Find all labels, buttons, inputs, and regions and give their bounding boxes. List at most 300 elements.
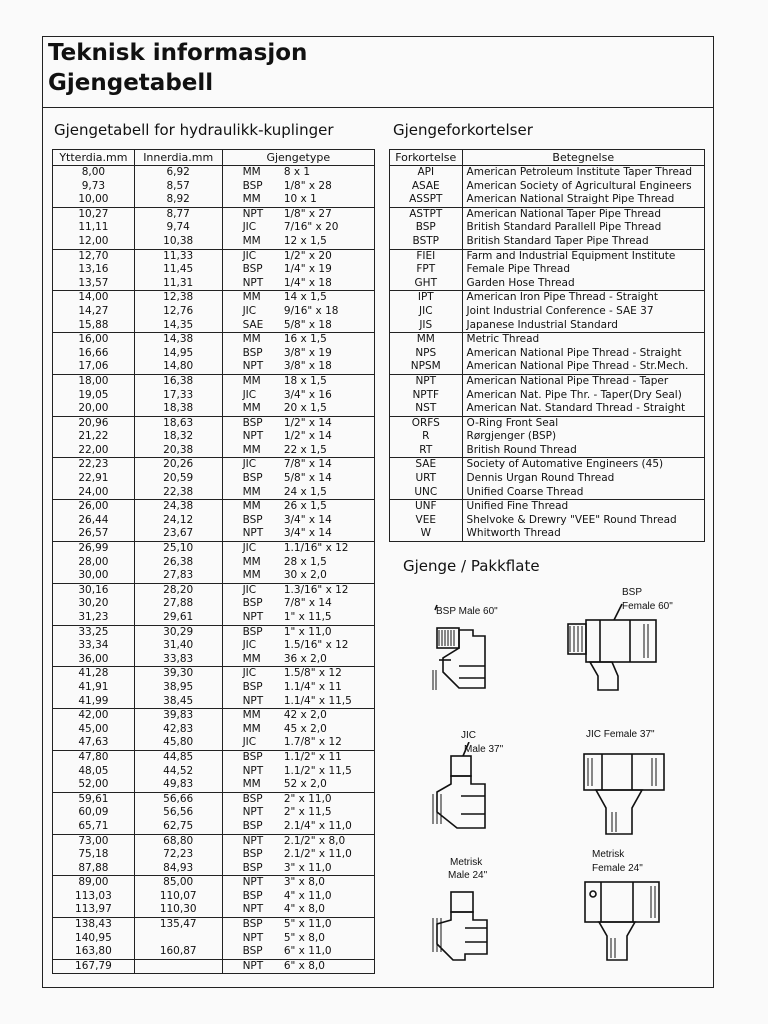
outer-dia-cell: 33,25 (53, 625, 135, 639)
metric-female-label-1: Metrisk (592, 849, 625, 860)
abbreviation-cell: BSP (390, 221, 463, 235)
thread-size-cell: 22 x 1,5 (280, 444, 375, 458)
bsp-female-label-1: BSP (622, 587, 643, 598)
thread-family-cell: NPT (222, 959, 280, 974)
thread-family-cell: NPT (222, 277, 280, 291)
table-row (53, 207, 375, 221)
abbreviation-cell: ASSPT (390, 193, 463, 207)
table-row (53, 918, 375, 932)
inner-dia-cell: 14,38 (134, 333, 222, 347)
thread-size-cell: 16 x 1,5 (280, 333, 375, 347)
thread-family-cell: MM (222, 486, 280, 500)
bsp-male-fitting-drawing (425, 600, 500, 695)
thread-size-cell: 2.1/2" x 8,0 (280, 834, 375, 848)
abbreviation-table-body (390, 166, 705, 542)
inner-dia-cell: 31,40 (134, 639, 222, 653)
abbreviation-cell: W (390, 527, 463, 541)
designation-cell: British Standard Taper Pipe Thread (462, 235, 704, 249)
inner-dia-cell: 56,56 (134, 806, 222, 820)
inner-dia-cell: 30,29 (134, 625, 222, 639)
inner-dia-cell: 24,12 (134, 514, 222, 528)
outer-dia-cell: 10,27 (53, 207, 135, 221)
outer-dia-cell: 26,00 (53, 500, 135, 514)
table-row (53, 319, 375, 333)
abbreviation-cell: SAE (390, 458, 463, 472)
thread-family-cell: BSP (222, 918, 280, 932)
outer-dia-cell: 13,57 (53, 277, 135, 291)
thread-size-cell: 6" x 11,0 (280, 945, 375, 959)
thread-table-heading: Gjengetabell for hydraulikk-kuplinger (54, 121, 334, 139)
thread-family-cell: BSP (222, 792, 280, 806)
list-item (390, 458, 705, 472)
table-row (53, 583, 375, 597)
abbreviation-table (389, 149, 705, 542)
inner-dia-cell: 160,87 (134, 945, 222, 959)
list-item (390, 305, 705, 319)
outer-dia-cell: 60,09 (53, 806, 135, 820)
outer-dia-cell: 47,63 (53, 736, 135, 750)
thread-size-cell: 36 x 2,0 (280, 653, 375, 667)
thread-size-cell: 1.5/16" x 12 (280, 639, 375, 653)
abbreviation-cell: MM (390, 333, 463, 347)
table-row (53, 736, 375, 750)
inner-dia-cell: 44,52 (134, 765, 222, 779)
abbreviation-heading: Gjengeforkortelser (393, 121, 533, 139)
outer-dia-cell: 41,91 (53, 681, 135, 695)
inner-dia-cell: 49,83 (134, 778, 222, 792)
table-row (53, 166, 375, 180)
thread-family-cell: BSP (222, 472, 280, 486)
outer-dia-cell: 20,96 (53, 416, 135, 430)
table-row (53, 890, 375, 904)
table-row (53, 639, 375, 653)
metric-male-fitting-drawing (425, 870, 500, 962)
designation-cell: Metric Thread (462, 333, 704, 347)
thread-family-cell: MM (222, 569, 280, 583)
outer-dia-cell: 14,27 (53, 305, 135, 319)
table-row (53, 932, 375, 946)
thread-family-cell: JIC (222, 667, 280, 681)
abbreviation-cell: JIS (390, 319, 463, 333)
abbreviation-cell: BSTP (390, 235, 463, 249)
thread-table-header (53, 150, 375, 166)
table-row (53, 500, 375, 514)
thread-size-cell: 5/8" x 18 (280, 319, 375, 333)
outer-dia-cell: 17,06 (53, 360, 135, 374)
thread-family-cell: NPT (222, 207, 280, 221)
outer-dia-cell: 16,66 (53, 347, 135, 361)
thread-size-cell: 26 x 1,5 (280, 500, 375, 514)
thread-size-cell: 24 x 1,5 (280, 486, 375, 500)
thread-family-cell: MM (222, 709, 280, 723)
bsp-male-label: BSP Male 60" (436, 606, 498, 617)
inner-dia-cell (134, 959, 222, 974)
inner-dia-cell: 135,47 (134, 918, 222, 932)
outer-dia-cell: 16,00 (53, 333, 135, 347)
table-row (53, 416, 375, 430)
list-item (390, 221, 705, 235)
inner-dia-cell: 8,92 (134, 193, 222, 207)
thread-family-cell: NPT (222, 876, 280, 890)
table-row (53, 472, 375, 486)
metric-male-label-2: Male 24" (448, 870, 488, 881)
outer-dia-cell: 22,91 (53, 472, 135, 486)
table-row (53, 277, 375, 291)
abbreviation-cell: URT (390, 472, 463, 486)
outer-dia-cell: 26,57 (53, 527, 135, 541)
thread-family-cell: NPT (222, 903, 280, 917)
inner-dia-cell: 29,61 (134, 611, 222, 625)
thread-size-cell: 2" x 11,5 (280, 806, 375, 820)
jic-male-label-2: Male 37" (464, 744, 504, 755)
thread-size-cell: 5" x 11,0 (280, 918, 375, 932)
table-row (53, 945, 375, 959)
designation-cell: Garden Hose Thread (462, 277, 704, 291)
table-row (53, 611, 375, 625)
inner-dia-cell: 18,38 (134, 402, 222, 416)
outer-dia-cell: 8,00 (53, 166, 135, 180)
designation-cell: American Nat. Pipe Thr. - Taper(Dry Seal) (462, 389, 704, 403)
outer-dia-cell: 18,00 (53, 374, 135, 388)
abbreviation-cell: FPT (390, 263, 463, 277)
outer-dia-cell: 20,00 (53, 402, 135, 416)
list-item (390, 166, 705, 180)
col-header-inner-dia: Innerdia.mm (134, 150, 222, 166)
outer-dia-cell: 47,80 (53, 750, 135, 764)
designation-cell: American Nat. Standard Thread - Straight (462, 402, 704, 416)
thread-family-cell: JIC (222, 221, 280, 235)
list-item (390, 180, 705, 194)
table-row (53, 834, 375, 848)
outer-dia-cell: 24,00 (53, 486, 135, 500)
list-item (390, 527, 705, 541)
abbreviation-cell: UNC (390, 486, 463, 500)
thread-family-cell: BSP (222, 890, 280, 904)
thread-family-cell: MM (222, 166, 280, 180)
inner-dia-cell: 23,67 (134, 527, 222, 541)
inner-dia-cell: 12,76 (134, 305, 222, 319)
inner-dia-cell: 110,30 (134, 903, 222, 917)
table-row (53, 458, 375, 472)
thread-size-cell: 1" x 11,0 (280, 625, 375, 639)
table-row (53, 903, 375, 917)
thread-size-cell: 1/8" x 28 (280, 180, 375, 194)
inner-dia-cell: 11,33 (134, 249, 222, 263)
outer-dia-cell: 163,80 (53, 945, 135, 959)
inner-dia-cell: 45,80 (134, 736, 222, 750)
designation-cell: Society of Automative Engineers (45) (462, 458, 704, 472)
designation-cell: American National Straight Pipe Thread (462, 193, 704, 207)
designation-cell: Japanese Industrial Standard (462, 319, 704, 333)
table-row (53, 389, 375, 403)
thread-size-cell: 4" x 11,0 (280, 890, 375, 904)
inner-dia-cell: 62,75 (134, 820, 222, 834)
thread-size-cell: 1.7/8" x 12 (280, 736, 375, 750)
thread-family-cell: NPT (222, 932, 280, 946)
inner-dia-cell: 38,45 (134, 695, 222, 709)
abbreviation-cell: NPT (390, 374, 463, 388)
table-row (53, 848, 375, 862)
outer-dia-cell: 36,00 (53, 653, 135, 667)
thread-family-cell: BSP (222, 681, 280, 695)
outer-dia-cell: 42,00 (53, 709, 135, 723)
table-row (53, 430, 375, 444)
thread-size-cell: 3" x 11,0 (280, 862, 375, 876)
table-row (53, 667, 375, 681)
thread-size-cell: 5" x 8,0 (280, 932, 375, 946)
inner-dia-cell: 24,38 (134, 500, 222, 514)
table-row (53, 486, 375, 500)
table-row (53, 542, 375, 556)
outer-dia-cell: 15,88 (53, 319, 135, 333)
inner-dia-cell: 27,88 (134, 597, 222, 611)
table-row (53, 291, 375, 305)
inner-dia-cell: 39,83 (134, 709, 222, 723)
designation-cell: American National Pipe Thread - Taper (462, 374, 704, 388)
list-item (390, 416, 705, 430)
inner-dia-cell: 11,45 (134, 263, 222, 277)
abbreviation-cell: R (390, 430, 463, 444)
list-item (390, 207, 705, 221)
thread-family-cell: NPT (222, 611, 280, 625)
thread-family-cell: MM (222, 653, 280, 667)
abbreviation-cell: ASTPT (390, 207, 463, 221)
thread-size-cell: 1.1/2" x 11 (280, 750, 375, 764)
thread-family-cell: JIC (222, 736, 280, 750)
inner-dia-cell: 39,30 (134, 667, 222, 681)
thread-size-cell: 4" x 8,0 (280, 903, 375, 917)
table-row (53, 249, 375, 263)
thread-size-cell: 7/8" x 14 (280, 458, 375, 472)
thread-size-cell: 1.1/2" x 11,5 (280, 765, 375, 779)
list-item (390, 444, 705, 458)
thread-size-cell: 52 x 2,0 (280, 778, 375, 792)
outer-dia-cell: 12,00 (53, 235, 135, 249)
jic-male-fitting-drawing (425, 742, 500, 834)
thread-family-cell: BSP (222, 848, 280, 862)
outer-dia-cell: 19,05 (53, 389, 135, 403)
table-row (53, 444, 375, 458)
thread-size-cell: 2.1/4" x 11,0 (280, 820, 375, 834)
outer-dia-cell: 13,16 (53, 263, 135, 277)
col-header-outer-dia: Ytterdia.mm (53, 150, 135, 166)
thread-size-cell: 1" x 11,5 (280, 611, 375, 625)
thread-family-cell: BSP (222, 750, 280, 764)
list-item (390, 193, 705, 207)
thread-family-cell: MM (222, 402, 280, 416)
thread-family-cell: BSP (222, 625, 280, 639)
jic-female-label: JIC Female 37" (586, 729, 655, 740)
fittings-heading: Gjenge / Pakkflate (403, 557, 540, 575)
metric-female-label-2: Female 24" (592, 863, 643, 874)
inner-dia-cell: 8,57 (134, 180, 222, 194)
thread-size-cell: 5/8" x 14 (280, 472, 375, 486)
thread-family-cell: MM (222, 235, 280, 249)
thread-size-cell: 6" x 8,0 (280, 959, 375, 974)
table-row (53, 305, 375, 319)
outer-dia-cell: 12,70 (53, 249, 135, 263)
bsp-female-label-2: Female 60" (622, 601, 673, 612)
inner-dia-cell: 110,07 (134, 890, 222, 904)
inner-dia-cell: 72,23 (134, 848, 222, 862)
abbreviation-cell: ORFS (390, 416, 463, 430)
abbreviation-cell: JIC (390, 305, 463, 319)
table-row (53, 374, 375, 388)
outer-dia-cell: 9,73 (53, 180, 135, 194)
thread-family-cell: NPT (222, 695, 280, 709)
thread-size-cell: 8 x 1 (280, 166, 375, 180)
thread-size-cell: 9/16" x 18 (280, 305, 375, 319)
outer-dia-cell: 48,05 (53, 765, 135, 779)
designation-cell: American Iron Pipe Thread - Straight (462, 291, 704, 305)
thread-family-cell: JIC (222, 305, 280, 319)
outer-dia-cell: 30,00 (53, 569, 135, 583)
outer-dia-cell: 140,95 (53, 932, 135, 946)
thread-family-cell: BSP (222, 597, 280, 611)
inner-dia-cell: 20,38 (134, 444, 222, 458)
table-row (53, 792, 375, 806)
thread-size-cell: 3/8" x 19 (280, 347, 375, 361)
metric-female-fitting-drawing (575, 872, 665, 962)
designation-cell: O-Ring Front Seal (462, 416, 704, 430)
outer-dia-cell: 113,97 (53, 903, 135, 917)
title-area (43, 37, 713, 108)
abbreviation-cell: API (390, 166, 463, 180)
abbreviation-cell: NPTF (390, 389, 463, 403)
inner-dia-cell: 9,74 (134, 221, 222, 235)
thread-size-cell: 30 x 2,0 (280, 569, 375, 583)
designation-cell: Joint Industrial Conference - SAE 37 (462, 305, 704, 319)
list-item (390, 291, 705, 305)
designation-cell: American National Pipe Thread - Str.Mech. (462, 360, 704, 374)
outer-dia-cell: 22,23 (53, 458, 135, 472)
thread-family-cell: JIC (222, 639, 280, 653)
abbreviation-cell: RT (390, 444, 463, 458)
thread-size-cell: 1.1/4" x 11 (280, 681, 375, 695)
table-row (53, 556, 375, 570)
inner-dia-cell: 10,38 (134, 235, 222, 249)
table-row (53, 806, 375, 820)
inner-dia-cell: 8,77 (134, 207, 222, 221)
thread-size-cell: 2.1/2" x 11,0 (280, 848, 375, 862)
table-row (53, 653, 375, 667)
inner-dia-cell: 68,80 (134, 834, 222, 848)
designation-cell: American Society of Agricultural Engineers (462, 180, 704, 194)
inner-dia-cell: 85,00 (134, 876, 222, 890)
thread-size-cell: 3/8" x 18 (280, 360, 375, 374)
thread-size-cell: 1/2" x 14 (280, 430, 375, 444)
outer-dia-cell: 10,00 (53, 193, 135, 207)
outer-dia-cell: 11,11 (53, 221, 135, 235)
inner-dia-cell: 14,35 (134, 319, 222, 333)
table-row (53, 625, 375, 639)
inner-dia-cell: 20,26 (134, 458, 222, 472)
jic-female-fitting-drawing (572, 742, 672, 837)
thread-family-cell: NPT (222, 430, 280, 444)
table-row (53, 347, 375, 361)
table-row (53, 402, 375, 416)
thread-size-cell: 1/8" x 27 (280, 207, 375, 221)
inner-dia-cell: 25,10 (134, 542, 222, 556)
outer-dia-cell: 30,20 (53, 597, 135, 611)
table-row (53, 750, 375, 764)
metric-male-label-1: Metrisk (450, 857, 483, 868)
outer-dia-cell: 113,03 (53, 890, 135, 904)
jic-male-label-1: JIC (461, 730, 476, 741)
inner-dia-cell: 6,92 (134, 166, 222, 180)
inner-dia-cell: 28,20 (134, 583, 222, 597)
table-row (53, 862, 375, 876)
designation-cell: Whitworth Thread (462, 527, 704, 541)
thread-size-cell: 20 x 1,5 (280, 402, 375, 416)
list-item (390, 319, 705, 333)
inner-dia-cell: 22,38 (134, 486, 222, 500)
table-row (53, 180, 375, 194)
list-item (390, 514, 705, 528)
thread-family-cell: MM (222, 374, 280, 388)
thread-size-cell: 2" x 11,0 (280, 792, 375, 806)
abbreviation-cell: IPT (390, 291, 463, 305)
thread-size-cell: 3" x 8,0 (280, 876, 375, 890)
thread-family-cell: JIC (222, 583, 280, 597)
table-row (53, 263, 375, 277)
abbreviation-cell: FIEI (390, 249, 463, 263)
designation-cell: American Petroleum Institute Taper Thread (462, 166, 704, 180)
list-item (390, 277, 705, 291)
outer-dia-cell: 87,88 (53, 862, 135, 876)
thread-size-cell: 18 x 1,5 (280, 374, 375, 388)
list-item (390, 333, 705, 347)
outer-dia-cell: 52,00 (53, 778, 135, 792)
thread-family-cell: BSP (222, 263, 280, 277)
list-item (390, 347, 705, 361)
thread-family-cell: BSP (222, 514, 280, 528)
table-row (53, 959, 375, 974)
thread-family-cell: NPT (222, 527, 280, 541)
thread-size-cell: 1/4" x 18 (280, 277, 375, 291)
thread-family-cell: MM (222, 778, 280, 792)
thread-size-cell: 42 x 2,0 (280, 709, 375, 723)
list-item (390, 360, 705, 374)
inner-dia-cell: 16,38 (134, 374, 222, 388)
thread-family-cell: NPT (222, 806, 280, 820)
thread-size-cell: 1.1/4" x 11,5 (280, 695, 375, 709)
table-row (53, 778, 375, 792)
thread-size-cell: 1/2" x 20 (280, 249, 375, 263)
thread-family-cell: JIC (222, 389, 280, 403)
designation-cell: Shelvoke & Drewry "VEE" Round Thread (462, 514, 704, 528)
outer-dia-cell: 73,00 (53, 834, 135, 848)
table-row (53, 514, 375, 528)
list-item (390, 472, 705, 486)
abbreviation-cell: NPSM (390, 360, 463, 374)
designation-cell: Unified Coarse Thread (462, 486, 704, 500)
abbreviation-cell: NPS (390, 347, 463, 361)
inner-dia-cell: 18,32 (134, 430, 222, 444)
thread-size-cell: 3/4" x 16 (280, 389, 375, 403)
inner-dia-cell: 84,93 (134, 862, 222, 876)
col-header-abbreviation: Forkortelse (390, 150, 463, 166)
abbreviation-table-header (390, 150, 705, 166)
inner-dia-cell: 26,38 (134, 556, 222, 570)
inner-dia-cell: 44,85 (134, 750, 222, 764)
thread-size-cell: 7/16" x 20 (280, 221, 375, 235)
thread-size-cell: 7/8" x 14 (280, 597, 375, 611)
page-title: Teknisk informasjon (48, 40, 308, 66)
inner-dia-cell: 27,83 (134, 569, 222, 583)
thread-family-cell: NPT (222, 834, 280, 848)
outer-dia-cell: 65,71 (53, 820, 135, 834)
